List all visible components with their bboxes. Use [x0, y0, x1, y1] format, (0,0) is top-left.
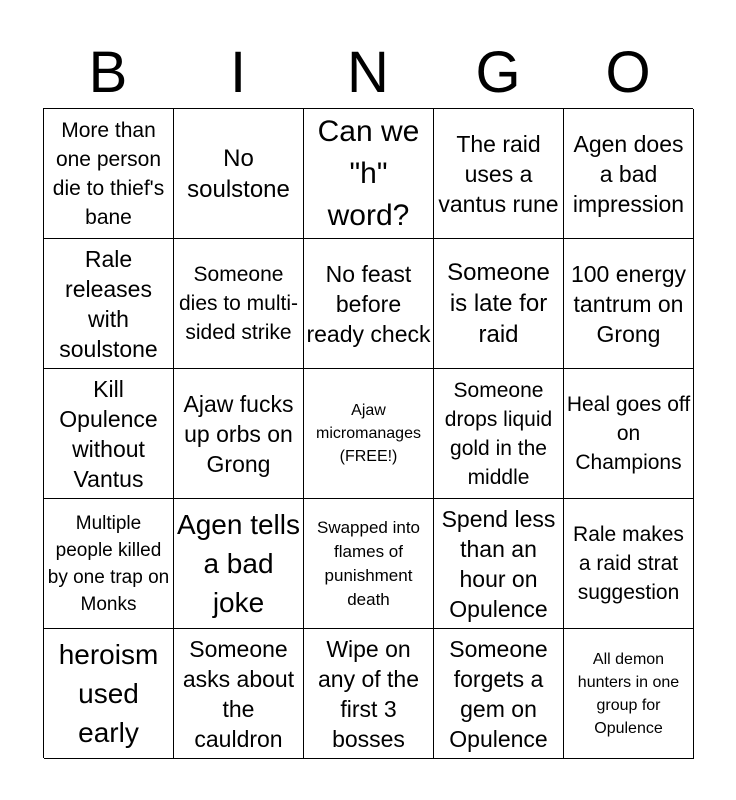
bingo-cell-r2-c2[interactable]: [174, 239, 304, 369]
free-space-text: Ajaw micromanages (FREE!): [316, 402, 421, 465]
bingo-cell-r5-c1[interactable]: [44, 629, 174, 759]
cell-text: No feast before ready check: [306, 260, 431, 347]
cell-text: Multiple people killed by one trap on Monks: [47, 512, 170, 615]
bingo-cell-r4-c2[interactable]: [174, 499, 304, 629]
bingo-cell-r5-c3[interactable]: [304, 629, 434, 759]
bingo-cell-r2-c1[interactable]: [44, 239, 174, 369]
cell-text: Spend less than an hour on Opulence: [441, 505, 556, 622]
cell-text: Rale makes a raid strat suggestion: [573, 523, 684, 604]
bingo-cell-r2-c4[interactable]: [434, 239, 564, 369]
bingo-cell-r5-c2[interactable]: [174, 629, 304, 759]
header-letter-i: I: [229, 40, 247, 105]
cell-text: The raid uses a vantus rune: [438, 130, 559, 217]
cell-text: Someone forgets a gem on Opulence: [449, 635, 548, 752]
bingo-cell-r1-c3[interactable]: [304, 109, 434, 239]
cell-text: Swapped into flames of punishment death: [316, 517, 421, 609]
cell-text: 100 energy tantrum on Grong: [570, 260, 687, 347]
header-letter-o: O: [605, 40, 651, 105]
cell-text: No soulstone: [187, 144, 290, 203]
bingo-cell-r3-c4[interactable]: [434, 369, 564, 499]
bingo-cell-r1-c4[interactable]: [434, 109, 564, 239]
cell-text: Wipe on any of the first 3 bosses: [317, 635, 420, 752]
cell-text: Ajaw fucks up orbs on Grong: [183, 390, 294, 477]
bingo-board: [43, 108, 693, 758]
cell-text: Someone drops liquid gold in the middle: [444, 378, 553, 489]
cell-text: Someone asks about the cauldron: [182, 635, 295, 752]
cell-text: heroism used early: [58, 639, 159, 748]
bingo-cell-r2-c3[interactable]: [304, 239, 434, 369]
bingo-cell-r1-c5[interactable]: [564, 109, 694, 239]
cell-text: Kill Opulence without Vantus: [59, 375, 158, 492]
cell-text: All demon hunters in one group for Opulence: [577, 650, 680, 737]
bingo-cell-r1-c1[interactable]: [44, 109, 174, 239]
header-letter-n: N: [347, 40, 389, 105]
bingo-cell-r3-c3-free[interactable]: [304, 369, 434, 499]
bingo-cell-r2-c5[interactable]: [564, 239, 694, 369]
bingo-cell-r4-c5[interactable]: [564, 499, 694, 629]
bingo-cell-r4-c4[interactable]: [434, 499, 564, 629]
cell-text: Can we "h" word?: [317, 114, 420, 232]
cell-text: Agen does a bad impression: [572, 130, 685, 217]
header-letter-b: B: [88, 40, 128, 105]
bingo-cell-r5-c4[interactable]: [434, 629, 564, 759]
cell-text: Agen tells a bad joke: [177, 509, 300, 618]
cell-text: Someone is late for raid: [447, 259, 550, 348]
bingo-cell-r3-c1[interactable]: [44, 369, 174, 499]
header-letter-g: G: [475, 40, 521, 105]
bingo-header: [43, 38, 693, 108]
cell-text: Heal goes off on Champions: [566, 393, 691, 474]
bingo-cell-r5-c5[interactable]: [564, 629, 694, 759]
cell-text: More than one person die to thief's bane: [52, 118, 165, 229]
cell-text: Someone dies to multi-sided strike: [178, 263, 299, 344]
bingo-cell-r4-c1[interactable]: [44, 499, 174, 629]
bingo-cell-r1-c2[interactable]: [174, 109, 304, 239]
bingo-cell-r3-c5[interactable]: [564, 369, 694, 499]
cell-text: Rale releases with soulstone: [59, 245, 158, 362]
bingo-cell-r4-c3[interactable]: [304, 499, 434, 629]
bingo-cell-r3-c2[interactable]: [174, 369, 304, 499]
